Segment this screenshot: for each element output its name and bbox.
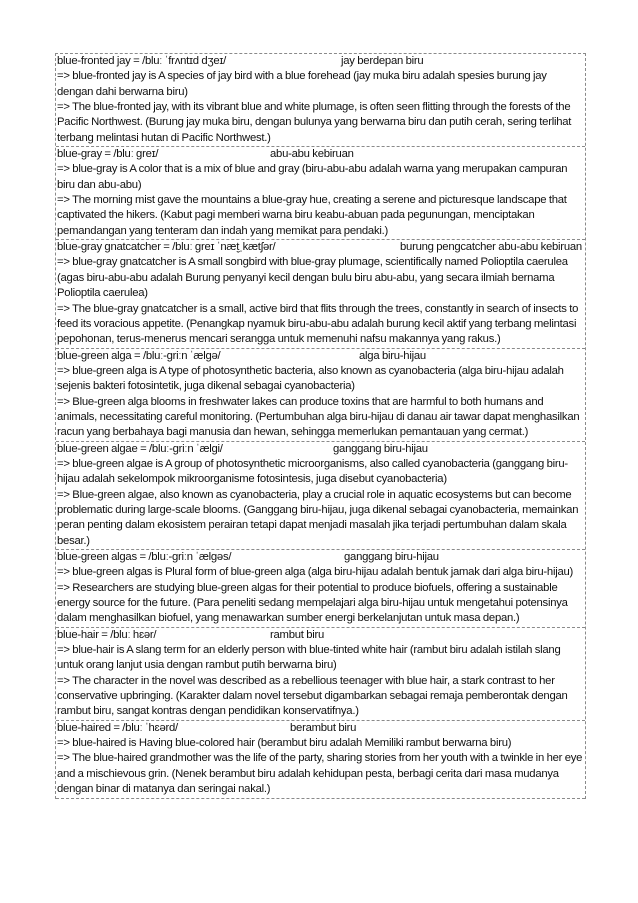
- entry-example: => The blue-gray gnatcatcher is a small, active bird that flits through the trees, constantly in search of insects to feed its voracious appetite. (Penangkap nyamuk biru-abu-abu adalah burung kecil aktif yang terbang melintasi pepohonan, terus-menerus mencari serangga untuk memenuhi nafsu makannya yang rakus.): [57, 302, 579, 346]
- entry-term: blue-gray = /bluː ɡreɪ/: [57, 148, 159, 161]
- entry-definition: => blue-haired is Having blue-colored hair (berambut biru adalah Memiliki rambut berwarna biru): [57, 737, 512, 750]
- entry-headline: [57, 349, 584, 364]
- entry-headline: [57, 721, 584, 736]
- entry-example: => The morning mist gave the mountains a blue-gray hue, creating a serene and picturesque landscape that captivated the hikers. (Kabut pagi memberi warna biru keabu-abuan pada pegunungan, menciptakan pemandangan yang tenteram dan indah yang memikat para pendaki.): [57, 194, 567, 237]
- entry-term: blue-fronted jay = /bluː ˈfrʌntɪd dʒeɪ/: [57, 55, 227, 67]
- entry-term: blue-green algas = /bluː-ɡriːn ˈælɡəs/: [57, 551, 232, 563]
- entry-headline: [57, 550, 584, 565]
- entry-blue-green-algas: [56, 550, 585, 628]
- entry-blue-gray-gnatcatcher: [56, 240, 585, 348]
- entry-headline: [57, 628, 584, 643]
- entry-translation: berambut biru: [290, 721, 357, 734]
- entry-example: => Blue-green alga blooms in freshwater lakes can produce toxins that are harmful to both humans and animals, necessitating careful monitoring. (Pertumbuhan alga biru-hijau di danau air tawar dapat menghasilkan racun yang berbahaya bagi manusia dan hewan, sehingga memerlukan pemantauan yang cermat.): [57, 395, 580, 439]
- entry-term: blue-haired = /bluː ˈhɛərd/: [57, 721, 178, 734]
- entry-example: => The character in the novel was described as a rebellious teenager with blue hair, a stark contrast to her conservative upbringing. (Karakter dalam novel tersebut digambarkan sebagai remaja pemberontak dengan rambut biru, sangat kontras dengan pendidikan konservatifnya.): [57, 674, 568, 718]
- entry-blue-green-alga: [56, 349, 585, 442]
- entry-term: blue-gray gnatcatcher = /bluː ɡreɪ ˈnæt̬ˌkætʃər/: [57, 241, 276, 254]
- entry-definition: => blue-hair is A slang term for an elderly person with blue-tinted white hair (rambut biru adalah istilah slang untuk orang lanjut usia dengan rambut putih berwarna biru): [57, 644, 561, 672]
- entry-blue-hair: [56, 628, 585, 721]
- entry-example: => Blue-green algae, also known as cyanobacteria, play a crucial role in aquatic ecosystems but can become problematic during large-scale blooms. (Ganggang biru-hijau, juga dikenal sebagai cyanobacteria, memainkan peran penting dalam ekosistem perairan tetapi dapat menjadi masalah jika terjadi pertumbuhan dalam skala besar.): [57, 488, 579, 547]
- entry-term: blue-green algae = /bluː-ɡriːn ˈælɡi/: [57, 442, 223, 455]
- entry-translation: jay berdepan biru: [341, 55, 424, 67]
- entry-example: => The blue-haired grandmother was the life of the party, sharing stories from her youth with a twinkle in her eye and a mischievous grin. (Nenek berambut biru adalah kehidupan pesta, berbagi cerita dari masa mudanya dengan binar di matanya dan seringai nakal.): [57, 752, 583, 796]
- entry-blue-green-algae: [56, 442, 585, 550]
- entry-term: blue-hair = /bluː hɛər/: [57, 628, 157, 641]
- entry-blue-fronted-jay: [56, 54, 585, 147]
- entry-definition: => blue-green alga is A type of photosynthetic bacteria, also known as cyanobacteria (alga biru-hijau adalah sejenis bakteri fotosintetik, juga dikenal sebagai cyanobacteria): [57, 364, 564, 393]
- entry-headline: [57, 240, 584, 255]
- entry-translation: ganggang biru-hijau: [344, 551, 439, 563]
- entry-translation: rambut biru: [270, 628, 325, 641]
- entry-blue-gray: [56, 147, 585, 240]
- entry-translation: alga biru-hijau: [359, 349, 426, 362]
- entry-headline: [57, 442, 584, 457]
- entry-blue-haired: [56, 721, 585, 799]
- entry-definition: => blue-green algas is Plural form of blue-green alga (alga biru-hijau adalah bentuk jamak dari alga biru-hijau): [57, 566, 574, 579]
- entry-headline: [57, 147, 584, 162]
- entry-headline: [57, 54, 584, 69]
- entry-example: => Researchers are studying blue-green algas for their potential to produce biofuels, offering a sustainable energy source for the future. (Para peneliti sedang mempelajari alga biru-hijau untuk mengetahui potensinya dalam menghasilkan biofuel, yang menawarkan sumber energi berkelanjutan untuk masa depan.): [57, 581, 568, 625]
- entry-definition: => blue-gray is A color that is a mix of blue and gray (biru-abu-abu adalah warna yang merupakan campuran biru dan abu-abu): [57, 163, 568, 191]
- entry-translation: abu-abu kebiruan: [270, 148, 354, 161]
- entry-term: blue-green alga = /bluː-ɡriːn ˈælɡə/: [57, 349, 221, 362]
- entry-definition: => blue-fronted jay is A species of jay bird with a blue forehead (jay muka biru adalah spesies burung jay dengan dahi berwarna biru): [57, 70, 547, 98]
- entry-definition: => blue-gray gnatcatcher is A small songbird with blue-gray plumage, scientifically named Polioptila caerulea (agas biru-abu-abu adalah Burung penyanyi kecil dengan bulu biru abu-abu, yang secara ilmiah bernama Polioptila caerulea): [57, 256, 568, 300]
- entry-translation: burung pengcatcher abu-abu kebiruan: [400, 241, 582, 254]
- entry-translation: ganggang biru-hijau: [333, 442, 428, 455]
- dictionary-sheet: [55, 53, 586, 799]
- entry-example: => The blue-fronted jay, with its vibrant blue and white plumage, is often seen flitting through the forests of the Pacific Northwest. (Burung jay muka biru, dengan bulunya yang berwarna biru dan putih cerah, sering terlihat terbang melintasi hutan di Pacific Northwest.): [57, 101, 572, 144]
- entry-definition: => blue-green algae is A group of photosynthetic microorganisms, also called cyanobacteria (ganggang biru-hijau adalah sekelompok mikroorganisme fotosintesis, juga disebut cyanobacteria): [57, 457, 568, 486]
